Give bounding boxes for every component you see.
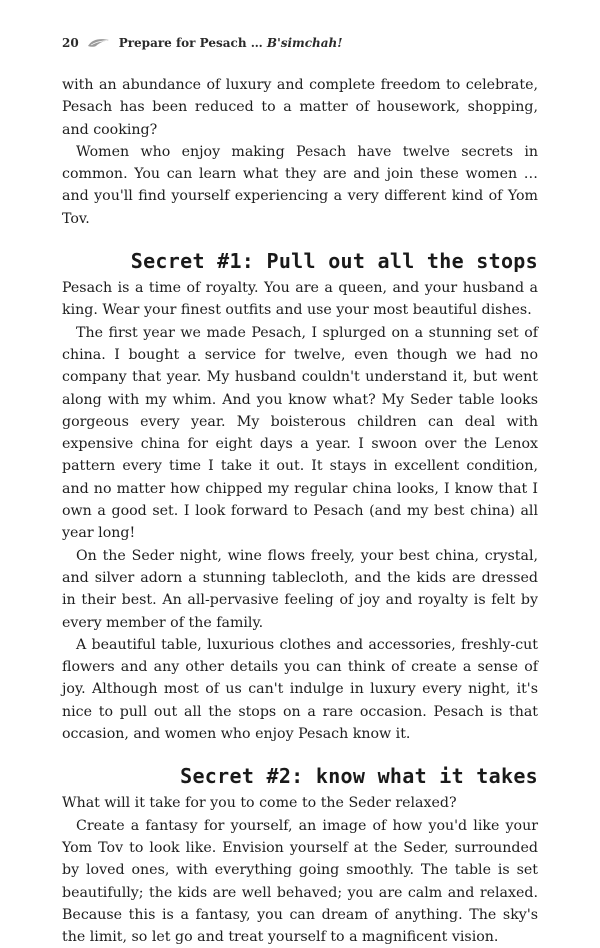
page-number: 20 bbox=[62, 36, 79, 50]
secret-2-paragraph-1: What will it take for you to come to the Seder relaxed? bbox=[62, 795, 457, 812]
secret-1-paragraph-3: On the Seder night, wine flows freely, your best china, crystal, and silver adorn a stunning tablecloth, and the kids are dressed in their best. An all-pervasive feeling of joy and royalty is felt by every member of the family. bbox=[62, 547, 538, 631]
secret-1-paragraph-4: A beautiful table, luxurious clothes and accessories, freshly-cut flowers and any other details you can think of create a sense of joy. Although most of us can't indulge in luxury every night, it's nice to pull out all the stops on a rare occasion. Pesach is that occasion, and women who enjoy Pesach know it. bbox=[62, 636, 538, 743]
intro-paragraph-1: with an abundance of luxury and complete freedom to celebrate, Pesach has been reduced to a matter of housework, shopping, and cooking? bbox=[62, 77, 538, 138]
section-heading-secret-1: Secret #1: Pull out all the stops bbox=[130, 249, 538, 274]
intro-paragraph-2: Women who enjoy making Pesach have twelve secrets in common. You can learn what they are and join these women … and you'll find yourself experiencing a very different kind of Yom Tov. bbox=[62, 143, 538, 227]
secret-1-paragraph-2: The first year we made Pesach, I splurged on a stunning set of china. I bought a service for twelve, even though we had no company that year. My husband couldn't understand it, but went along with my whim. And you know what? My Seder table looks gorgeous every year. My boisterous children can deal with expensive china for eight days a year. I swoon over the Lenox pattern every time I take it out. It stays in excellent condition, and no matter how chipped my regular china looks, I know that I own a good set. I look forward to Pesach (and my best china) all year long! bbox=[62, 324, 538, 542]
running-title-italic: B'simchah! bbox=[266, 36, 343, 50]
running-header bbox=[62, 36, 343, 50]
section-heading-secret-2: Secret #2: know what it takes bbox=[180, 764, 538, 789]
running-title bbox=[119, 36, 343, 50]
feather-ornament-icon bbox=[87, 37, 111, 49]
page-body bbox=[62, 74, 538, 948]
secret-2-paragraph-2: Create a fantasy for yourself, an image of how you'd like your Yom Tov to look like. Envision yourself at the Seder, surrounded by loved ones, with everything going smoothly. The table is set beautifully; the kids are well behaved; you are calm and relaxed. Because this is a fantasy, you can dream of anything. The sky's the limit, so let go and treat yourself to a magnificent vision. bbox=[62, 817, 538, 946]
running-title-main: Prepare for Pesach … bbox=[118, 36, 263, 50]
secret-1-paragraph-1: Pesach is a time of royalty. You are a queen, and your husband a king. Wear your finest outfits and use your most beautiful dishes. bbox=[62, 280, 538, 319]
